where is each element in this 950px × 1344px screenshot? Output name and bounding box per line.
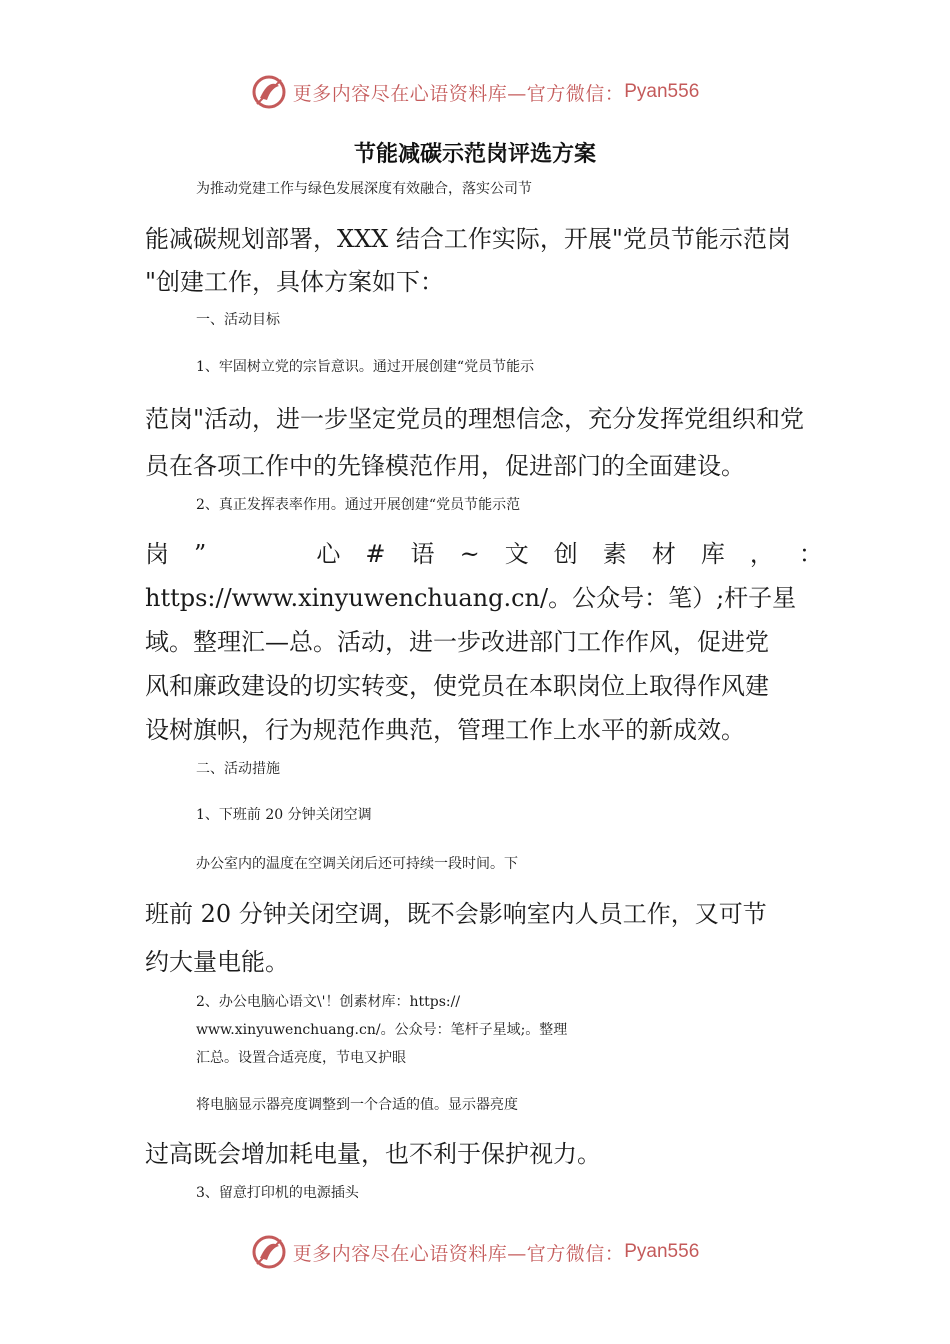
char: ： xyxy=(798,540,823,568)
text-line: 1、下班前 20 分钟关闭空调 xyxy=(196,807,372,823)
text-line: 风和廉政建设的切实转变，使党员在本职岗位上取得作风建 xyxy=(145,672,769,700)
text-line: 2、真正发挥表率作用。通过开展创建“党员节能示范 xyxy=(196,497,521,513)
char: 材 xyxy=(651,540,676,568)
banner-wechat-id: Pyan556 xyxy=(624,81,700,102)
text-line-url: https://www.xinyuwenchuang.cn/。公众号：笔）;杆子星 xyxy=(145,584,797,612)
char: 文 xyxy=(504,540,529,568)
char: 创 xyxy=(553,540,578,568)
spread-line xyxy=(145,542,823,566)
text-line: 设树旗帜，行为规范作典范，管理工作上水平的新成效。 xyxy=(145,716,745,744)
text-line: 过高既会增加耗电量，也不利于保护视力。 xyxy=(145,1140,601,1168)
char: ， xyxy=(749,540,774,568)
brand-logo-icon xyxy=(251,74,287,110)
text-line: 3、留意打印机的电源插头 xyxy=(196,1185,359,1201)
banner-text: 更多内容尽在心语资料库—官方微信： xyxy=(292,1242,625,1265)
text-line: www.xinyuwenchuang.cn/。公众号：笔杆子星域;。整理 xyxy=(196,1022,568,1038)
char: 心 xyxy=(316,540,341,568)
section-heading: 一、活动目标 xyxy=(196,312,280,328)
char: 库 xyxy=(700,540,725,568)
section-heading: 二、活动措施 xyxy=(196,761,280,777)
text-line: 办公室内的温度在空调关闭后还可持续一段时间。下 xyxy=(196,856,518,872)
char: # xyxy=(365,540,386,568)
text-line: 班前 20 分钟关闭空调，既不会影响室内人员工作，又可节 xyxy=(145,900,767,928)
brand-logo-icon xyxy=(251,1234,287,1270)
text-line: 1、牢固树立党的宗旨意识。通过开展创建“党员节能示 xyxy=(196,359,535,375)
banner-text: 更多内容尽在心语资料库—官方微信： xyxy=(292,82,625,105)
text-line: "创建工作，具体方案如下： xyxy=(145,268,445,296)
text-line: 范岗"活动，进一步坚定党员的理想信念，充分发挥党组织和党 xyxy=(145,405,805,433)
text-line: 为推动党建工作与绿色发展深度有效融合，落实公司节 xyxy=(196,181,532,197)
banner-wechat-id: Pyan556 xyxy=(624,1241,700,1262)
text-line: 2、办公电脑心语文\'！创素材库：https:// xyxy=(196,994,461,1010)
text-line: 能减碳规划部署，XXX 结合工作实际，开展"党员节能示范岗 xyxy=(145,225,791,253)
text-line: 员在各项工作中的先锋模范作用，促进部门的全面建设。 xyxy=(145,452,745,480)
footer-banner xyxy=(0,1232,950,1272)
text-line: 约大量电能。 xyxy=(145,948,289,976)
document-title: 节能减碳示范岗评选方案 xyxy=(353,142,596,167)
text-line: 域。整理汇—总。活动，进一步改进部门工作作风，促进党 xyxy=(145,628,769,656)
text-line: 将电脑显示器亮度调整到一个合适的值。显示器亮度 xyxy=(196,1097,518,1113)
char: 素 xyxy=(602,540,627,568)
header-banner xyxy=(0,72,950,112)
char: 语 xyxy=(410,540,435,568)
char: ~ xyxy=(459,540,480,568)
text-line: 汇总。设置合适亮度，节电又护眼 xyxy=(196,1050,406,1066)
char: 岗 xyxy=(145,540,169,568)
char: ” xyxy=(194,540,207,568)
